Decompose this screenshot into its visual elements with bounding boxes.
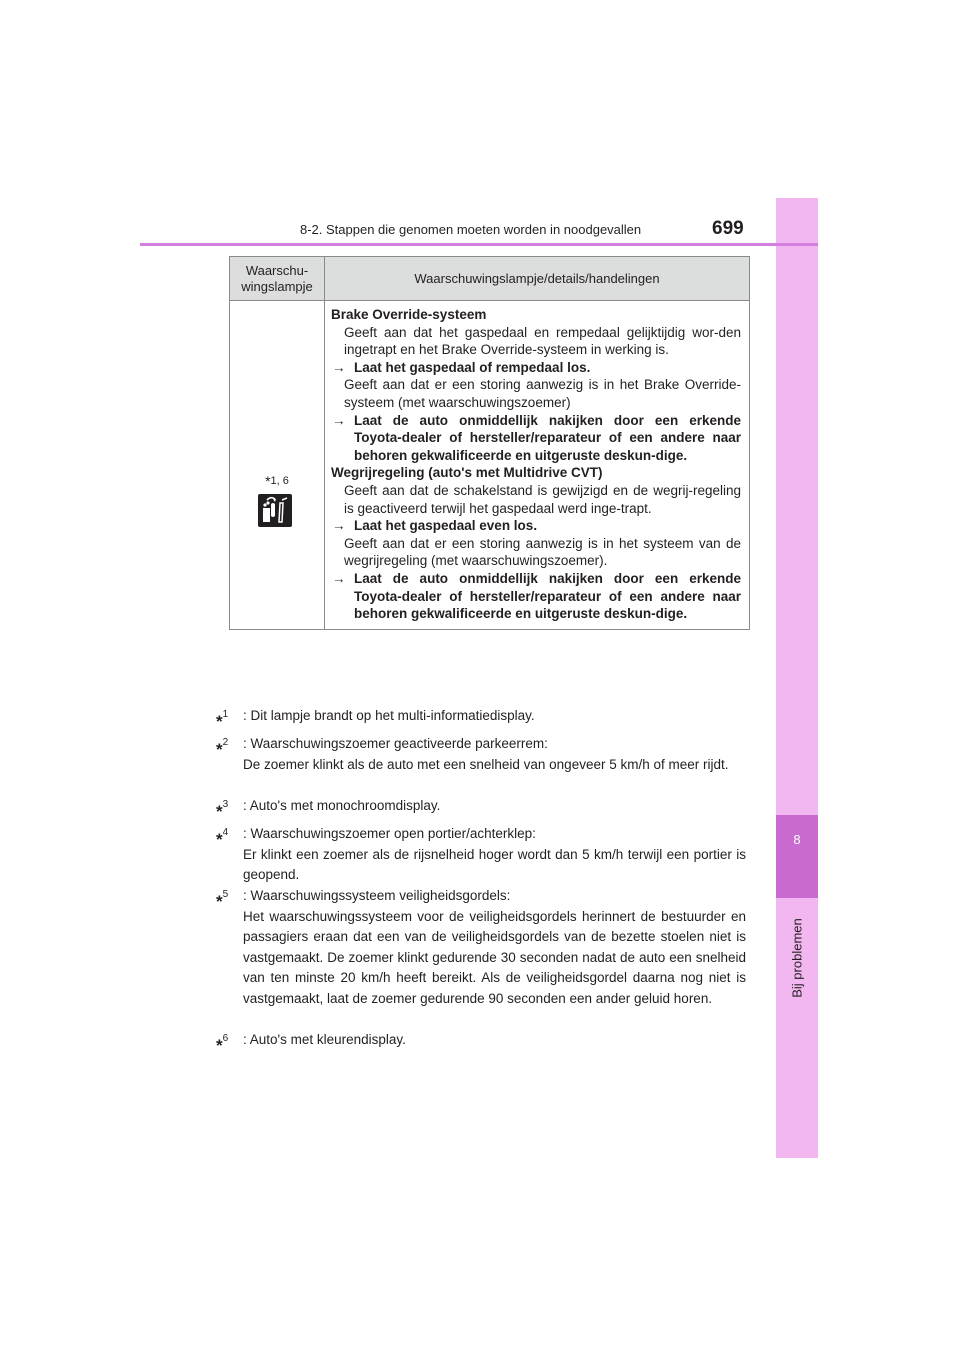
asterisk-mark: * — [216, 891, 223, 911]
footnote-number: 2 — [222, 737, 229, 748]
asterisk-mark: * — [216, 1035, 223, 1055]
detail-action-text: Laat het gaspedaal even los. — [354, 518, 538, 534]
warning-light-table — [229, 256, 750, 630]
footnote-number: 6 — [222, 1033, 229, 1044]
footnote-body: Er klinkt een zoemer als de rijsnelheid hoger wordt dan 5 km/h terwijl een portier is geopend. — [243, 846, 746, 882]
detail-action — [331, 359, 741, 377]
detail-action — [331, 517, 741, 535]
chapter-number: 8 — [793, 832, 801, 847]
detail-action-text: Laat de auto onmiddellijk nakijken door een erkende Toyota-dealer of hersteller/reparateur of een andere naar behoren gekwalificeerde en uitgeruste deskun-dige. — [354, 412, 741, 463]
arrow-right-icon: → — [332, 570, 346, 586]
footnote-title: : Auto's met monochroomdisplay. — [243, 798, 441, 813]
asterisk-mark: * — [265, 473, 271, 489]
asterisk-mark: * — [216, 829, 223, 849]
footnote-title: : Waarschuwingszoemer geactiveerde parkeerrem: — [243, 736, 548, 751]
details-cell — [325, 301, 750, 630]
detail-description: Geeft aan dat het gaspedaal en rempedaal gelijktijdig wor-den ingetrapt en het Brake Override-systeem in werking is. — [344, 324, 741, 358]
footnote-item — [216, 796, 746, 821]
detail-description: Geeft aan dat er een storing aanwezig is in het systeem van de wegrijregeling (met waarschuwingszoemer). — [344, 535, 741, 569]
footnote-body: Het waarschuwingssysteem voor de veiligheidsgordels herinnert de bestuurder en passagiers eraan dat een van de veiligheidsgordels van de bezette stoelen niet is vastgemaakt. De zoemer klinkt gedurende 30 seconden nadat de auto een snelheid van ten minste 20 km/h heeft bereikt. Als de veiligheidsgordel daarna nog niet is vastgemaakt, laat de zoemer gedurende 90 seconden een ander geluid horen. — [243, 908, 746, 1006]
footnote-marker — [216, 734, 228, 758]
detail-description: Geeft aan dat de schakelstand is gewijzigd en de wegrij-regeling is geactiveerd terwijl het gaspedaal werd inge-trapt. — [344, 482, 741, 516]
footnote-body: De zoemer klinkt als de auto met een snelheid van ongeveer 5 km/h of meer rijdt. — [243, 756, 729, 772]
arrow-right-icon: → — [332, 518, 346, 534]
detail-action-text: Laat de auto onmiddellijk nakijken door een erkende Toyota-dealer of hersteller/reparateur of een andere naar behoren gekwalificeerde en uitgeruste deskun-dige. — [354, 570, 741, 622]
asterisk-mark: * — [216, 739, 223, 759]
column-header-lamp — [230, 257, 325, 301]
footnote-item — [216, 734, 746, 775]
footnote-item — [216, 706, 746, 731]
table-row — [230, 301, 750, 630]
arrow-right-icon: → — [332, 412, 346, 428]
detail-action — [331, 412, 741, 465]
footnote-marker — [216, 824, 228, 848]
lamp-ref-numbers: 1, 6 — [270, 475, 289, 487]
detail-heading: Brake Override-systeem — [331, 307, 487, 322]
detail-action — [331, 570, 741, 623]
detail-description: Geeft aan dat er een storing aanwezig is in het Brake Override-systeem (met waarschuwingszoemer) — [344, 377, 741, 410]
footnote-title: : Auto's met kleurendisplay. — [243, 1032, 406, 1047]
footnote-marker — [216, 886, 228, 910]
arrow-right-icon: → — [332, 359, 346, 375]
footnote-marker — [216, 706, 228, 730]
footnote-number: 5 — [222, 889, 229, 900]
header-divider — [140, 243, 818, 246]
footnote-item — [216, 824, 746, 886]
detail-heading: Wegrijregeling (auto's met Multidrive CVT) — [331, 465, 603, 481]
footnote-title: : Waarschuwingszoemer open portier/achterklep: — [243, 826, 536, 841]
column-header-lamp-text: Waarschu- wingslampje — [241, 262, 313, 294]
asterisk-mark: * — [216, 711, 223, 731]
chapter-title: Bij problemen — [789, 918, 805, 998]
asterisk-mark: * — [216, 801, 223, 821]
footnote-marker — [216, 796, 228, 820]
lamp-footnote-ref — [230, 471, 324, 487]
footnote-number: 1 — [222, 709, 229, 720]
chapter-tab[interactable] — [776, 815, 818, 898]
footnote-item — [216, 1030, 746, 1055]
footnote-marker — [216, 1030, 228, 1054]
column-header-details: Waarschuwingslampje/details/handelingen — [325, 257, 750, 301]
footnote-number: 3 — [222, 799, 229, 810]
footnote-item — [216, 886, 746, 1009]
brake-override-warning-icon — [258, 494, 292, 527]
footnote-title: : Dit lampje brandt op het multi-informatiedisplay. — [243, 708, 535, 723]
lamp-cell — [230, 301, 325, 630]
footnote-number: 4 — [222, 827, 229, 838]
chapter-sidebar — [776, 198, 818, 1158]
detail-action-text: Laat het gaspedaal of rempedaal los. — [354, 359, 591, 375]
page-number: 699 — [712, 218, 744, 239]
section-title: 8-2. Stappen die genomen moeten worden in noodgevallen — [300, 222, 642, 237]
footnote-title: : Waarschuwingssysteem veiligheidsgordels: — [243, 888, 511, 903]
